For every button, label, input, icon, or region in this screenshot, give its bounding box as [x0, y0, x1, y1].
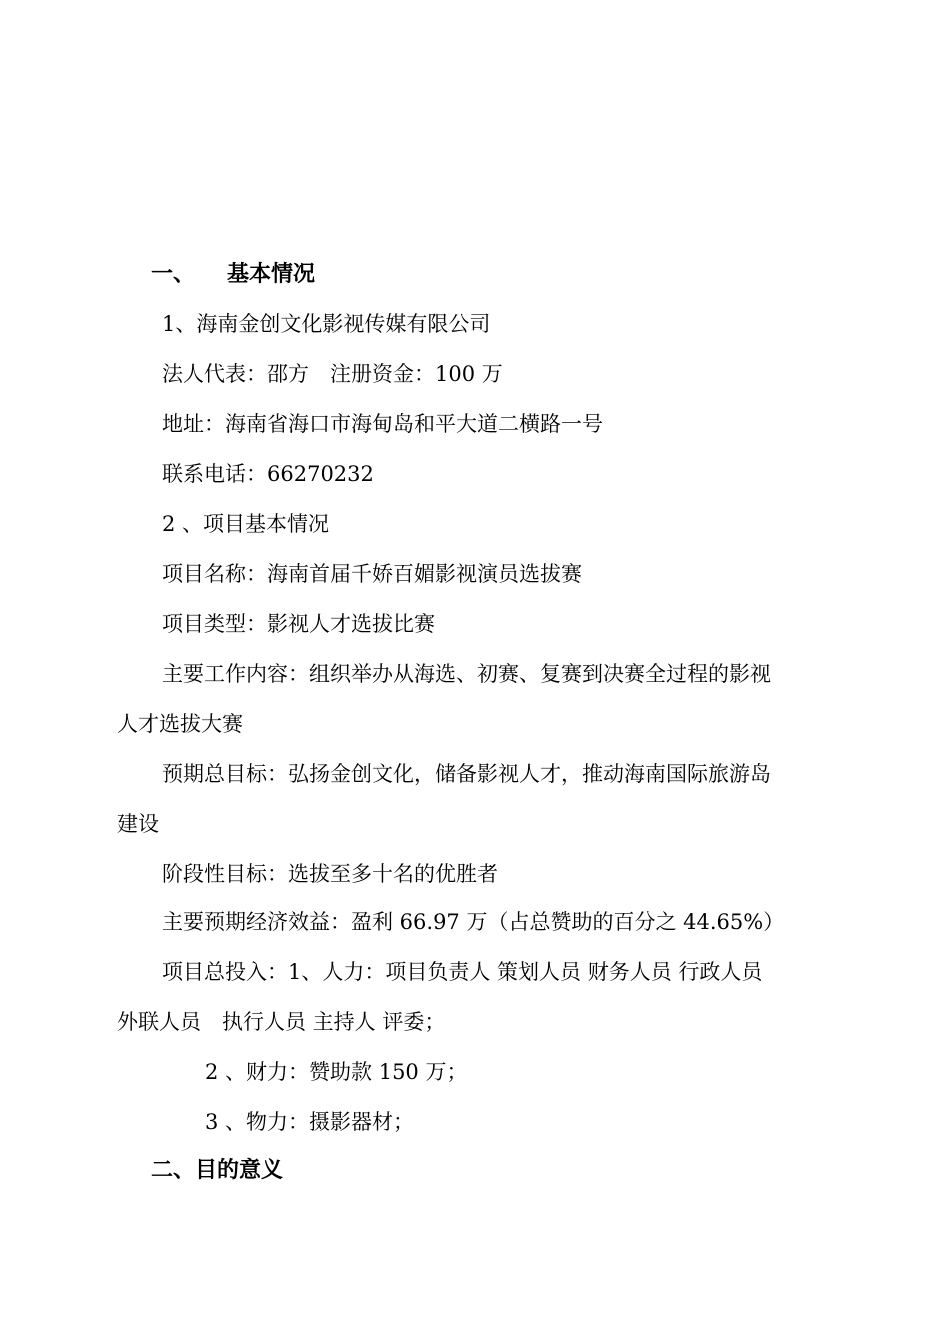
project-name-line: 项目名称：海南首届千娇百媚影视演员选拔赛 — [162, 562, 582, 586]
section-heading-purpose: 二、目的意义 — [151, 1157, 284, 1183]
investment-material-line: 3 、物力：摄影器材； — [205, 1110, 415, 1134]
work-content-line: 主要工作内容：组织举办从海选、初赛、复赛到决赛全过程的影视 — [162, 662, 771, 686]
investment-finance-line: 2 、财力：赞助款 150 万； — [205, 1060, 468, 1084]
address-line: 地址：海南省海口市海甸岛和平大道二横路一号 — [162, 412, 603, 436]
stage-goal-line: 阶段性目标：选拔至多十名的优胜者 — [162, 862, 498, 886]
section-title: 基本情况 — [227, 261, 316, 287]
section-heading-basic-info — [151, 260, 315, 288]
phone-line: 联系电话：66270232 — [162, 462, 374, 486]
overall-goal-line-cont: 建设 — [117, 812, 159, 836]
work-content-line-cont: 人才选拔大赛 — [117, 712, 243, 736]
investment-line: 项目总投入：1、人力：项目负责人 策划人员 财务人员 行政人员 — [162, 960, 763, 984]
project-basic-heading: 2 、项目基本情况 — [162, 512, 330, 536]
section-number: 一、 — [151, 261, 196, 287]
project-type-line: 项目类型：影视人才选拔比赛 — [162, 612, 435, 636]
economic-benefit-line: 主要预期经济效益：盈利 66.97 万（占总赞助的百分之 44.65%） — [162, 910, 785, 934]
company-name-line: 1、海南金创文化影视传媒有限公司 — [162, 312, 491, 336]
overall-goal-line: 预期总目标：弘扬金创文化，储备影视人才，推动海南国际旅游岛 — [162, 762, 771, 786]
legal-rep-line: 法人代表：邵方 注册资金：100 万 — [162, 362, 503, 386]
investment-line-cont: 外联人员 执行人员 主持人 评委； — [117, 1010, 446, 1034]
